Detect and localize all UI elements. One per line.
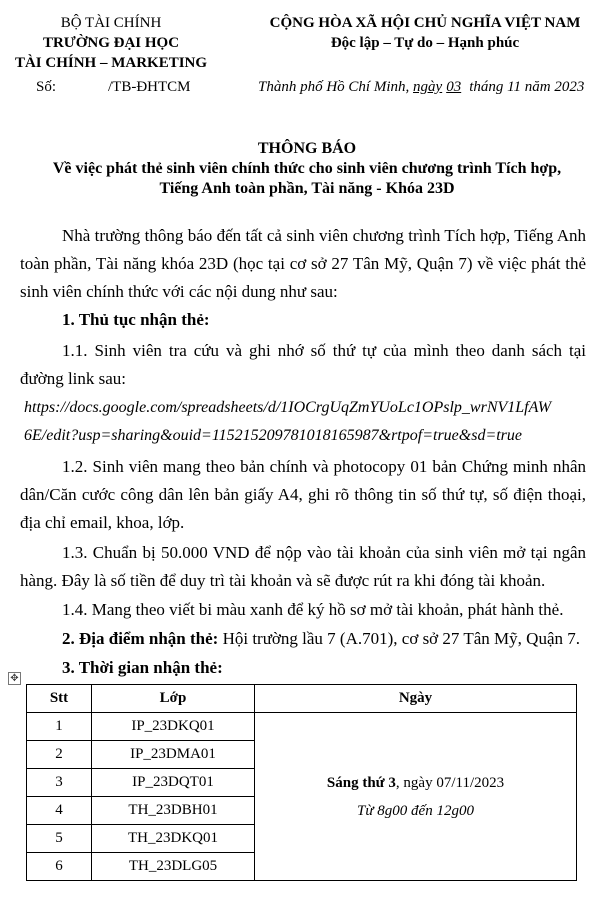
item-1-2: 1.2. Sinh viên mang theo bản chính và photocopy 01 bản Chứng minh nhân dân/Căn cước công dân lên bản giấy A4, ghi rõ thông tin số thứ tự, số điện thoại, địa chỉ email, khoa, lớp. [20, 457, 586, 532]
item-1-1: 1.1. Sinh viên tra cứu và ghi nhớ số thứ tự của mình theo danh sách tại đường link sau: [20, 341, 586, 388]
row-stt: 5 [27, 825, 92, 853]
row-class: IP_23DMA01 [92, 741, 255, 769]
section-2-text: Hội trường lầu 7 (A.701), cơ sở 27 Tân Mỹ, Quận 7. [222, 629, 580, 648]
notice-subject-line1: Về việc phát thẻ sinh viên chính thức cho sinh viên chương trình Tích hợp, [52, 160, 562, 177]
nation-motto: Độc lập – Tự do – Hạnh phúc [330, 35, 520, 51]
spreadsheet-link[interactable] [24, 394, 590, 450]
date-prefix: Thành phố Hồ Chí Minh, [258, 79, 410, 95]
number-label: Số: [36, 79, 57, 95]
table-row [27, 713, 577, 741]
row-stt: 6 [27, 853, 92, 881]
section-3-heading: 3. Thời gian nhận thẻ: [62, 658, 223, 677]
header-date: Ngày [255, 685, 577, 713]
nation-name: CỘNG HÒA XÃ HỘI CHỦ NGHĨA VIỆT NAM [269, 15, 581, 31]
university-name-line1: TRƯỜNG ĐẠI HỌC [42, 35, 180, 51]
document-number [36, 79, 191, 96]
link-line1[interactable]: https://docs.google.com/spreadsheets/d/1IOCrgUqZmYUoLc1OPslp_wrNV1LfAW [24, 399, 552, 416]
date-value: , ngày 07/11/2023 [395, 774, 505, 791]
item-1-3: 1.3. Chuẩn bị 50.000 VND để nộp vào tài khoản của sinh viên mở tại ngân hàng. Đây là số tiền để duy trì tài khoản và sẽ được rút ra khi đóng tài khoản. [20, 543, 586, 590]
notice-heading: THÔNG BÁO [257, 140, 357, 157]
time-range: Từ 8g00 đến 12g00 [357, 802, 474, 819]
section-2-heading: 2. Địa điểm nhận thẻ: [62, 629, 219, 648]
section-1-heading: 1. Thủ tục nhận thẻ: [62, 310, 210, 329]
schedule-table [26, 684, 577, 881]
row-class: IP_23DKQ01 [92, 713, 255, 741]
number-code: /TB-ĐHTCM [108, 79, 191, 95]
date-day-label: ngày [413, 79, 443, 95]
row-stt: 3 [27, 769, 92, 797]
link-line2[interactable]: 6E/edit?usp=sharing&ouid=115215209781018165987&rtpof=true&sd=true [24, 427, 523, 444]
row-stt: 4 [27, 797, 92, 825]
section-2 [20, 625, 586, 653]
row-class: TH_23DLG05 [92, 853, 255, 881]
table-header-row [27, 685, 577, 713]
header-class: Lớp [92, 685, 255, 713]
ministry-name: BỘ TÀI CHÍNH [60, 15, 162, 31]
issuing-organization [6, 13, 216, 73]
university-name-line2: TÀI CHÍNH – MARKETING [14, 55, 208, 71]
row-class: TH_23DBH01 [92, 797, 255, 825]
row-stt: 1 [27, 713, 92, 741]
national-motto [240, 13, 610, 53]
date-weekday: Sáng thứ 3 [326, 774, 396, 791]
row-class: IP_23DQT01 [92, 769, 255, 797]
row-stt: 2 [27, 741, 92, 769]
item-1-4: 1.4. Mang theo viết bi màu xanh để ký hồ sơ mở tài khoản, phát hành thẻ. [62, 600, 564, 619]
date-rest: tháng 11 năm 2023 [469, 79, 585, 95]
notice-subject-line2: Tiếng Anh toàn phần, Tài năng - Khóa 23D [159, 180, 455, 197]
move-arrows-icon[interactable]: ✥ [8, 672, 21, 685]
document-date [258, 79, 584, 96]
date-cell [255, 713, 577, 881]
row-class: TH_23DKQ01 [92, 825, 255, 853]
date-day: 03 [446, 79, 462, 95]
date-line [255, 769, 576, 797]
intro-paragraph: Nhà trường thông báo đến tất cả sinh viên chương trình Tích hợp, Tiếng Anh toàn phần, Tài năng khóa 23D (học tại cơ sở 27 Tân Mỹ, Quận 7) về việc phát thẻ sinh viên chính thức với các nội dung như sau: [20, 226, 586, 301]
header-stt: Stt [27, 685, 92, 713]
notice-title [0, 139, 614, 199]
